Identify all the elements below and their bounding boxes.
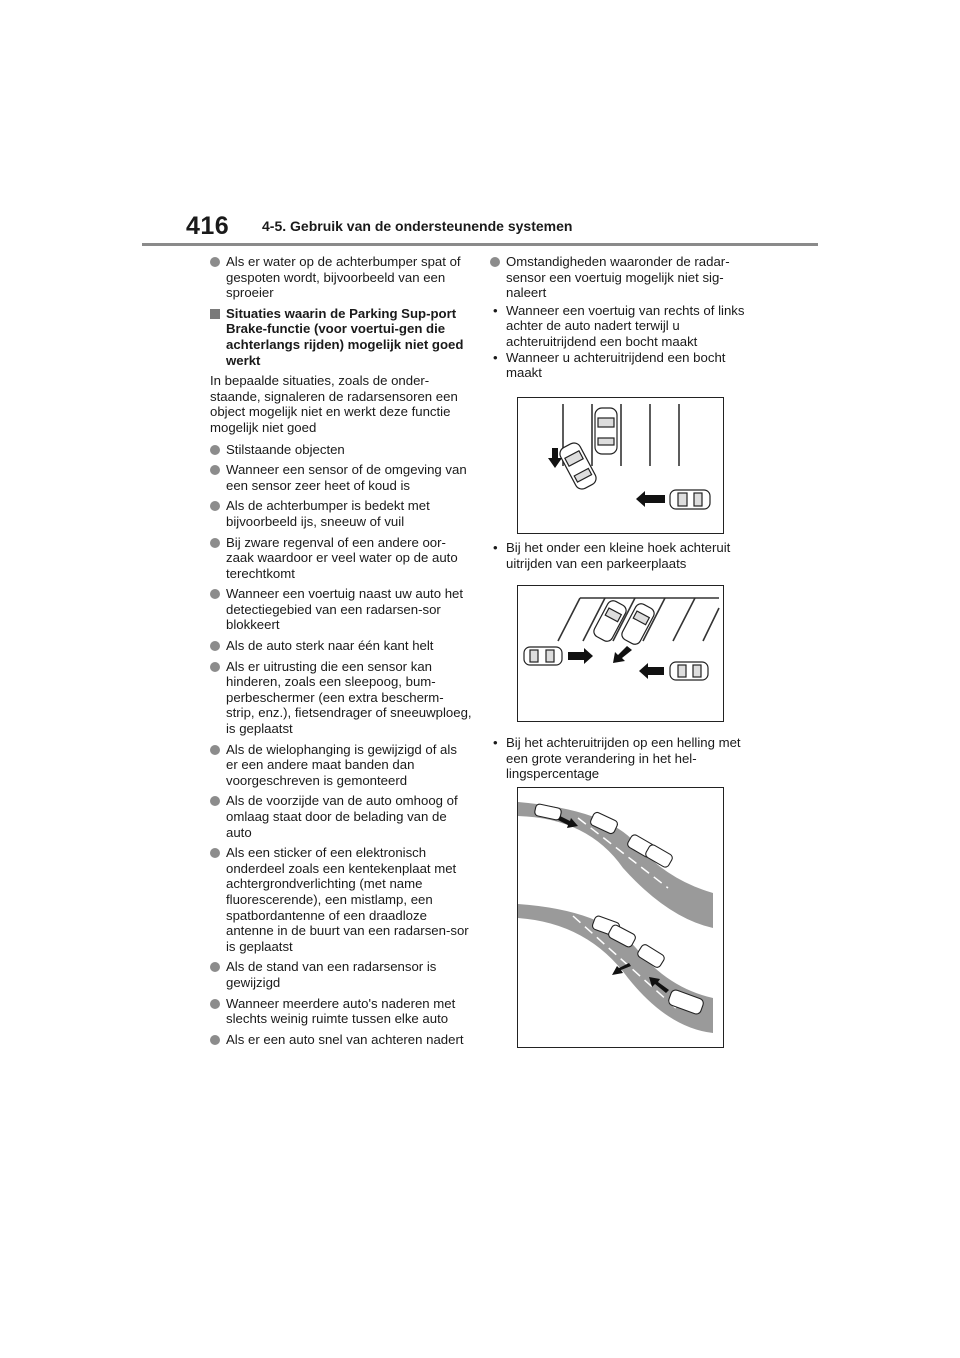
bullet-item: Wanneer meerdere auto's naderen met slechts weinig ruimte tussen elke auto [210,996,472,1027]
left-column [210,254,472,1052]
bullet-item: Wanneer een sensor of de omgeving van een sensor zeer heet of koud is [210,462,472,493]
figure-caption: • Bij het onder een kleine hoek achteruit uitrijden van een parkeerplaats [490,540,756,571]
bullet-item: Als er water op de achterbumper spat of gespoten wordt, bijvoorbeeld van een sproeier [210,254,472,301]
dash-item: • Wanneer u achteruitrijdend een bocht maakt [490,350,756,381]
figure-parking-bay [517,397,724,534]
figure-slope [517,787,724,1048]
bullet-item: Stilstaande objecten [210,442,472,458]
right-column [490,254,756,381]
bullet-item: Als de auto sterk naar één kant helt [210,638,472,654]
page-number: 416 [186,212,230,240]
bullet-item: Als er een auto snel van achteren nadert [210,1032,472,1048]
bullet-item: Bij zware regenval of een andere oor-zaak waardoor er veel water op de auto terechtkomt [210,535,472,582]
section-title: 4-5. Gebruik van de ondersteunende systemen [262,218,573,234]
bullet-item: Als de achterbumper is bedekt met bijvoorbeeld ijs, sneeuw of vuil [210,498,472,529]
sub-heading: Situaties waarin de Parking Sup-port Brake-functie (voor voertui-gen die achterlangs rijden) mogelijk niet goed werkt [210,306,472,368]
figure-caption: • Bij het achteruitrijden op een helling met een grote verandering in het hel-lingspercentage [490,735,756,782]
intro-paragraph: In bepaalde situaties, zoals de onder-staande, signaleren de radarsensoren een object mogelijk niet en werkt deze functie mogelijk niet goed [210,373,458,435]
bullet-item: Als de stand van een radarsensor is gewijzigd [210,959,472,990]
header-rule [142,243,818,246]
figure-angled-parking [517,585,724,722]
bullet-item: Wanneer een voertuig naast uw auto het detectiegebied van een radarsen-sor blokkeert [210,586,472,633]
bullet-item: Als een sticker of een elektronisch onderdeel zoals een kentekenplaat met achtergrondverlichting (met name fluorescerende), een mistlamp, een spatbordantenne of een draadloze antenne in de buurt van een radarsen-sor is geplaatst [210,845,472,954]
bullet-item: Omstandigheden waaronder de radar-sensor een voertuig mogelijk niet sig-naleert [490,254,756,301]
dash-item: • Wanneer een voertuig van rechts of links achter de auto nadert terwijl u achteruitrijdend een bocht maakt [490,303,756,350]
bullet-item: Als de wielophanging is gewijzigd of als er een andere maat banden dan voorgeschreven is gemonteerd [210,742,472,789]
bullet-item: Als er uitrusting die een sensor kan hinderen, zoals een sleepoog, bum-perbeschermer (een extra bescherm-strip, enz.), fietsendrager of sneeuwploeg, is geplaatst [210,659,472,737]
bullet-item: Als de voorzijde van de auto omhoog of omlaag staat door de belading van de auto [210,793,472,840]
